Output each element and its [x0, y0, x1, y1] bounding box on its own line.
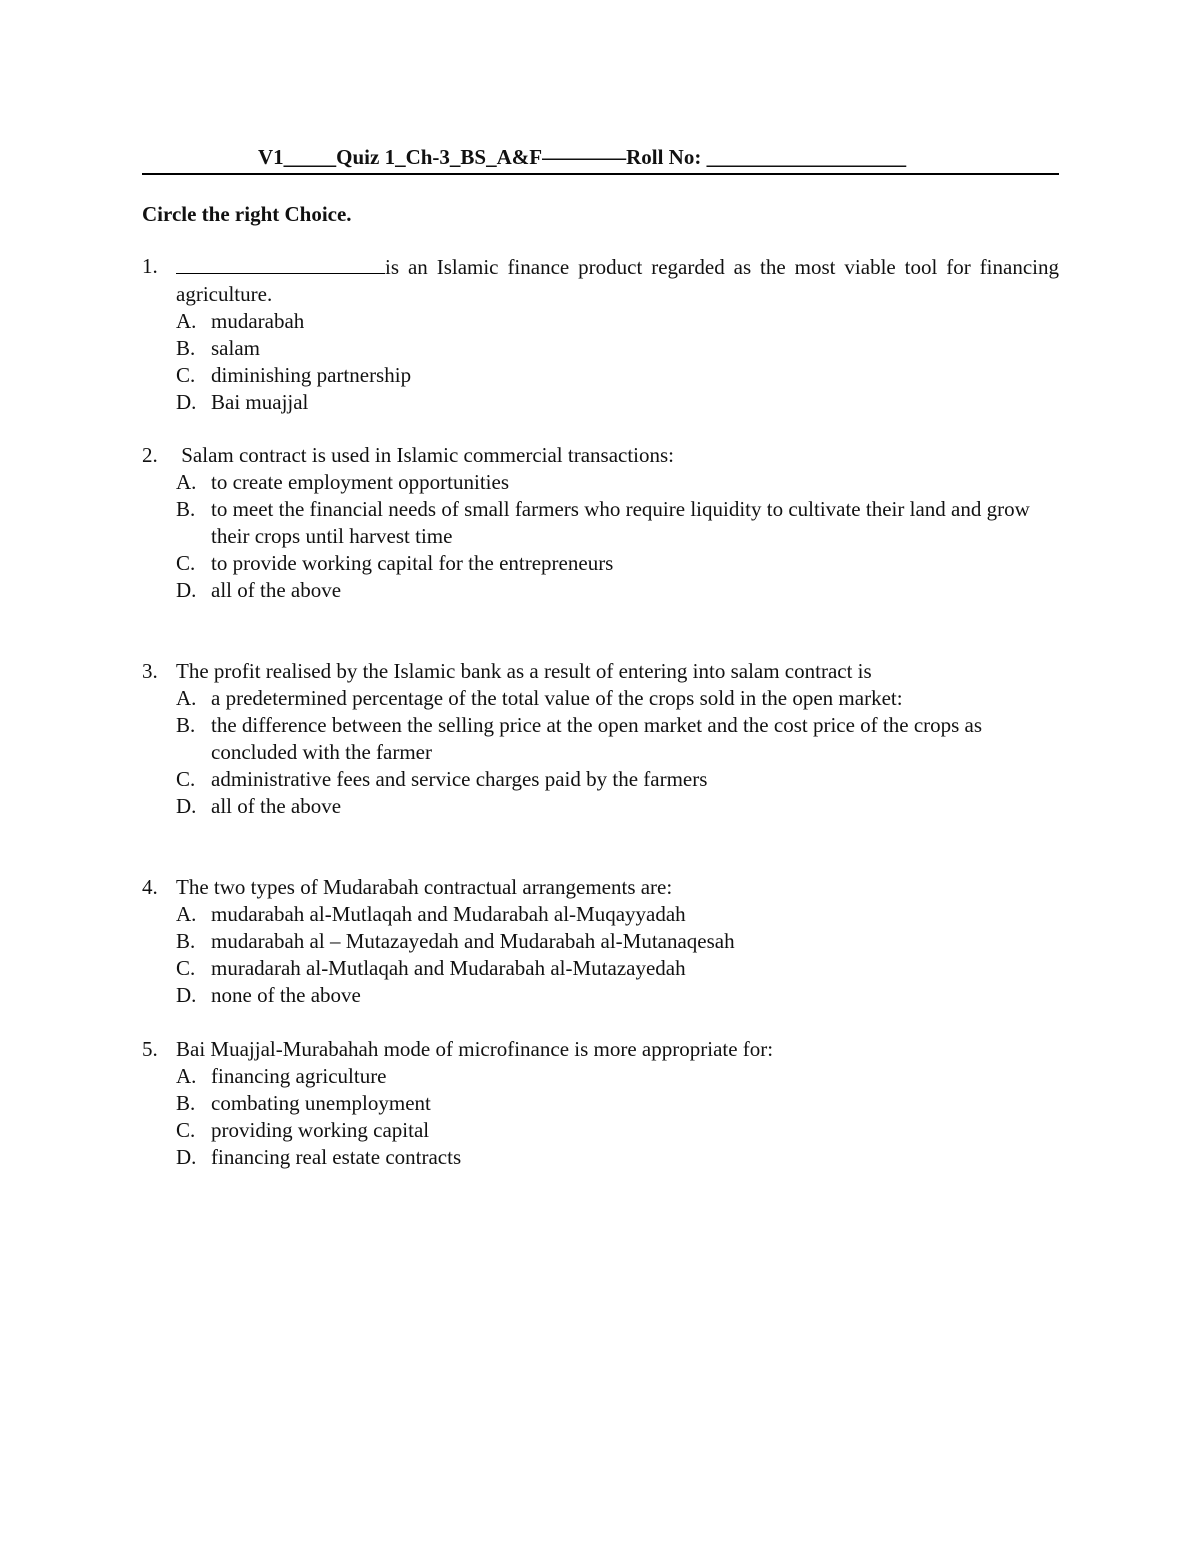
option-a[interactable]: A. a predetermined percentage of the total value of the crops sold in the open market:: [176, 686, 903, 710]
question-2: [142, 442, 1059, 604]
option-c[interactable]: C. administrative fees and service charges paid by the farmers: [176, 767, 708, 791]
option-d[interactable]: D. Bai muajjal: [176, 390, 309, 414]
option-b[interactable]: B. the difference between the selling price at the open market and the cost price of the crops as concluded with the farmer: [176, 713, 983, 764]
question-number: 5.: [142, 1037, 158, 1061]
option-d[interactable]: D. all of the above: [176, 578, 342, 602]
option-list: [142, 685, 1059, 820]
option-c[interactable]: C. muradarah al-Mutlaqah and Mudarabah al-Mutazayedah: [176, 956, 686, 980]
option-d[interactable]: D. financing real estate contracts: [176, 1145, 462, 1169]
question-number: 2.: [142, 443, 158, 467]
quiz-title: V1_____Quiz 1_Ch-3_BS_A&F————Roll No: ___________________: [258, 145, 907, 169]
option-c[interactable]: C. to provide working capital for the entrepreneurs: [176, 551, 614, 575]
option-d[interactable]: D. none of the above: [176, 983, 361, 1007]
option-b[interactable]: B. to meet the financial needs of small farmers who require liquidity to cultivate their land and grow their crops until harvest time: [176, 497, 1030, 548]
question-number: 4.: [142, 875, 158, 899]
question-text: The two types of Mudarabah contractual arrangements are:: [176, 875, 673, 899]
question-5: [142, 1036, 1059, 1171]
option-a[interactable]: A. to create employment opportunities: [176, 470, 509, 494]
question-text: The profit realised by the Islamic bank as a result of entering into salam contract is: [176, 659, 872, 683]
instruction: Circle the right Choice.: [142, 202, 352, 226]
quiz-header: [142, 140, 1059, 175]
question-4: [142, 874, 1059, 1009]
question-number: 3.: [142, 659, 158, 683]
question-1: [142, 253, 1059, 416]
option-b[interactable]: B. mudarabah al – Mutazayedah and Mudarabah al-Mutanaqesah: [176, 929, 735, 953]
option-c[interactable]: C. providing working capital: [176, 1118, 430, 1142]
option-a[interactable]: A. mudarabah: [176, 309, 305, 333]
quiz-page: [142, 140, 1059, 1171]
option-list: [142, 901, 1059, 1009]
question-text: is an Islamic finance product regarded as the most viable tool for financing agriculture.: [176, 255, 1059, 306]
option-list: [142, 1063, 1059, 1171]
question-3: [142, 658, 1059, 820]
option-a[interactable]: A. financing agriculture: [176, 1064, 387, 1088]
option-b[interactable]: B. salam: [176, 336, 260, 360]
question-text: Salam contract is used in Islamic commercial transactions:: [176, 443, 675, 467]
question-text: Bai Muajjal-Murabahah mode of microfinance is more appropriate for:: [176, 1037, 774, 1061]
option-d[interactable]: D. all of the above: [176, 794, 342, 818]
option-list: [142, 469, 1059, 604]
option-list: [142, 308, 1059, 416]
option-c[interactable]: C. diminishing partnership: [176, 363, 412, 387]
question-number: 1.: [142, 254, 158, 278]
option-b[interactable]: B. combating unemployment: [176, 1091, 431, 1115]
option-a[interactable]: A. mudarabah al-Mutlaqah and Mudarabah al-Muqayyadah: [176, 902, 686, 926]
answer-blank: [176, 253, 385, 274]
